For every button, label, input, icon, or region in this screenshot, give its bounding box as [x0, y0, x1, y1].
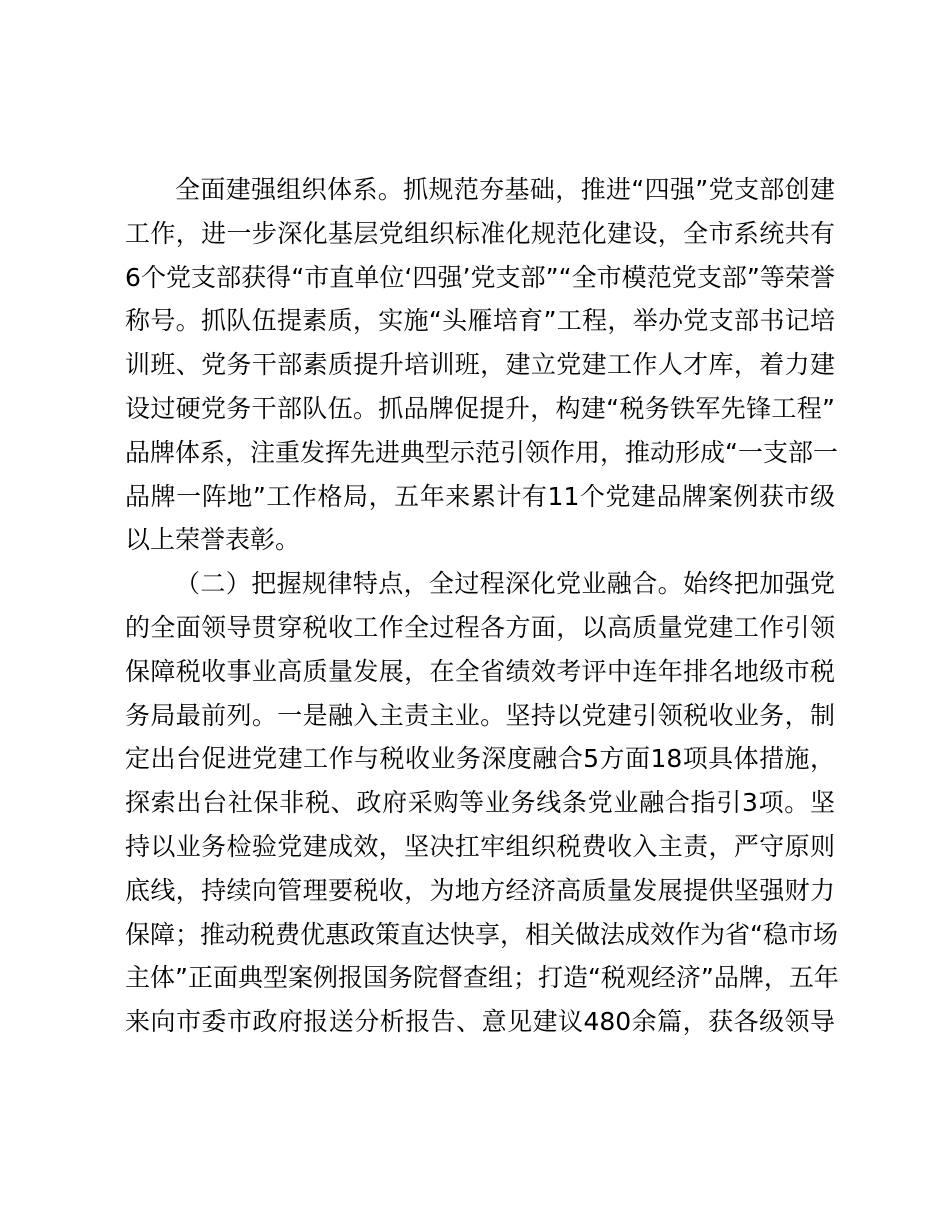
paragraph-organization-system: [125, 168, 838, 562]
text-line: 工作，进一步深化基层党组织标准化规范化建设，全市系统共有: [125, 218, 835, 248]
text-line: 全面建强组织体系。抓规范夯基础，推进“四强”党支部创建: [175, 175, 835, 204]
text-line: 定出台促进党建工作与税收业务深度融合5方面18项具体措施，: [125, 744, 835, 774]
text-line: 以上荣誉表彰。: [125, 525, 301, 555]
text-line: 训班、党务干部素质提升培训班，建立党建工作人才库，着力建: [125, 350, 835, 380]
text-line: 6个党支部获得“市直单位‘四强’党支部”“全市模范党支部”等荣誉: [125, 262, 835, 292]
text-line: 称号。抓队伍提素质，实施“头雁培育”工程，举办党支部书记培: [125, 306, 835, 336]
document-body: [125, 168, 839, 1044]
text-line: （二）把握规律特点，全过程深化党业融合。始终把加强党: [175, 569, 835, 599]
paragraph-party-business-integration: [125, 562, 839, 1044]
text-line: 保障税收事业高质量发展，在全省绩效考评中连年排名地级市税: [125, 656, 835, 686]
text-line: 保障；推动税费优惠政策直达快享，相关做法成效作为省“稳市场: [125, 919, 838, 949]
text-line: 持以业务检验党建成效，坚决扛牢组织税费收入主责，严守原则: [125, 831, 835, 861]
text-line: 设过硬党务干部队伍。抓品牌促提升，构建“税务铁军先锋工程”: [125, 393, 835, 423]
text-line: 务局最前列。一是融入主责主业。坚持以党建引领税收业务，制: [125, 700, 835, 730]
text-line: 品牌体系，注重发挥先进典型示范引领作用，推动形成“一支部一: [125, 437, 838, 467]
text-line: 主体”正面典型案例报国务院督查组；打造“税观经济”品牌，五年: [125, 963, 839, 993]
text-line: 品牌一阵地”工作格局，五年来累计有11个党建品牌案例获市级: [125, 481, 835, 511]
text-line: 的全面领导贯穿税收工作全过程各方面，以高质量党建工作引领: [125, 612, 835, 642]
text-line: 来向市委市政府报送分析报告、意见建议480余篇，获各级领导: [125, 1007, 835, 1037]
text-line: 探索出台社保非税、政府采购等业务线条党业融合指引3项。坚: [125, 788, 835, 818]
text-line: 底线，持续向管理要税收，为地方经济高质量发展提供坚强财力: [125, 875, 835, 905]
